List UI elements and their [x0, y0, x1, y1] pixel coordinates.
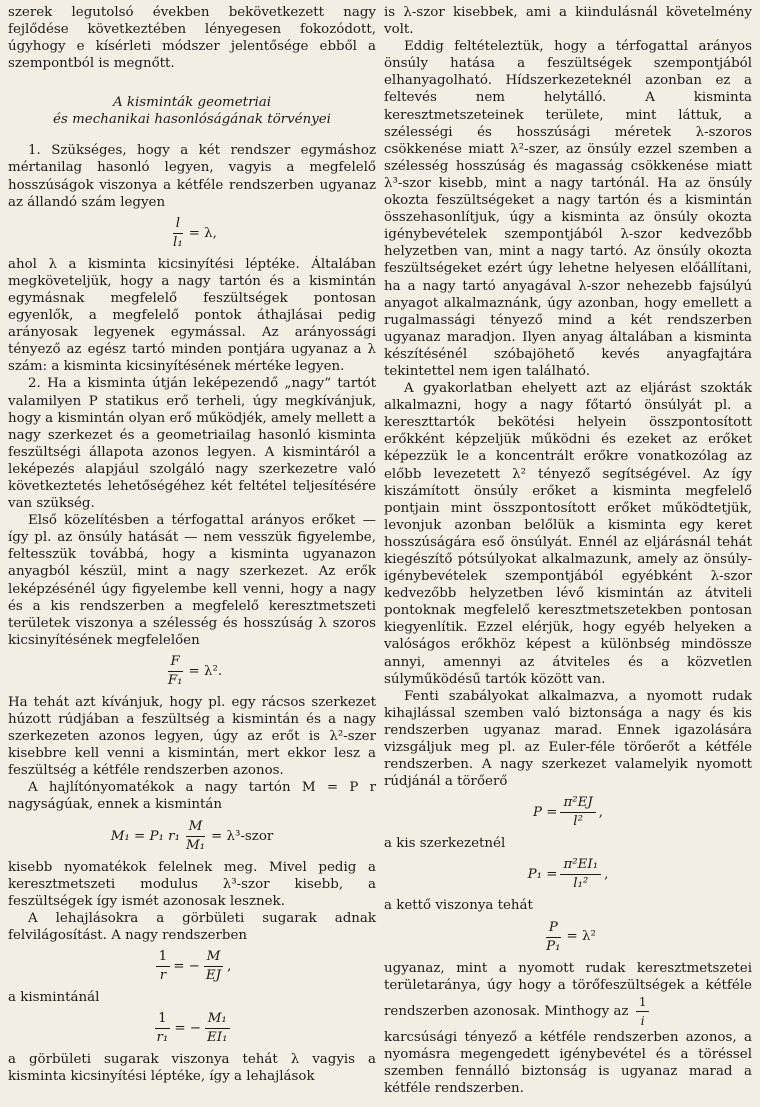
fraction-denominator: l²: [573, 814, 583, 830]
formula-tail: ,: [227, 958, 232, 974]
formula-force-ratio: [384, 920, 752, 955]
formula-euler-large: [384, 795, 752, 830]
left-paragraph-6: A hajlítónyomatékok a nagy tartón M = P r nagyságúak, ennek a kismintán: [8, 780, 376, 813]
left-paragraph-1: 1. Szükséges, hogy a két rendszer egymáshoz mértanilag hasonló legyen, vagyis a megfelelő hosszúságok viszonya a kétféle rendszerben ugyanaz az állandó szám legyen: [8, 143, 376, 210]
formula-equals: = −: [173, 958, 200, 974]
fraction-numerator: π²EJ: [560, 795, 595, 813]
formula-tail: ,: [598, 805, 604, 821]
slenderness-fraction: [636, 994, 650, 1029]
formula-lhs: P₁ =: [527, 867, 558, 883]
fraction-numerator: 1: [636, 994, 650, 1012]
heading-line-2: és mechanikai hasonlóságának törvényei: [53, 112, 331, 128]
fraction-numerator: l: [173, 216, 183, 234]
left-column: [8, 4, 376, 1107]
fraction-denominator: EJ: [205, 968, 222, 984]
left-paragraph-10: a görbületi sugarak viszonya tehát λ vagyis a kisminta kicsinyítési léptéke, így a lehajlások: [8, 1052, 376, 1085]
formula-equals: = −: [174, 1021, 202, 1037]
right-paragraph-3: Fenti szabályokat alkalmazva, a nyomott rudak kihajlással szemben való biztonsága a nagy és kis rendszerben ugyanaz marad. Ennek igazolására vizsgáljuk meg pl. az Euler-féle törőerőt a kétféle rendszerben. A nagy szerkezet valamelyik nyomott rúdjánál a törőerő: [384, 688, 752, 790]
fraction-numerator: M: [186, 819, 206, 837]
left-paragraph-5: Ha tehát azt kívánjuk, hogy pl. egy rácsos szerkezet húzott rúdjában a feszültség a kismintán és a nagy szerkezeten azonos legyen, úgy az erőt is λ²-szer kisebbre kell venni a kismintán, mert ekkor lesz a feszültség a kétféle rendszerben azonos.: [8, 694, 376, 779]
fraction: [170, 216, 186, 251]
fraction: [154, 1011, 172, 1046]
formula-rhs: = λ².: [188, 663, 223, 679]
left-paragraph-7: kisebb nyomatékok felelnek meg. Mivel pedig a keresztmetszeti modulus λ³-szor kisebb, a feszültségek így ismét azonosak lesznek.: [8, 859, 376, 909]
fraction-denominator: r₁: [156, 1030, 169, 1046]
fraction-numerator: 1: [155, 1011, 170, 1029]
right-paragraph-4: a kis szerkezetnél: [384, 836, 506, 852]
right-column: [384, 4, 752, 1107]
right-paragraph-7: karcsúsági tényező a kétféle rendszerben azonos, a nyomásra megengedett igénybevétel és a töréssel szemben fennálló biztonság is ugyanaz marad a kétféle rendszerben.: [384, 1029, 752, 1096]
formula-lhs: M₁ = P₁ r₁: [110, 828, 180, 844]
left-paragraph-4: Első közelítésben a térfogattal arányos erőket — így pl. az önsúly hatását — nem vesszük figyelembe, feltesszük továbbá, hogy a kisminta ugyanazon anyagból készül, mint a nagy szerkezet. Az erők leképzésénél úgy figyelembe kell venni, hogy a nagy és a kis rendszerben a megfelelő keresztmetszeti területek viszonya a szélesség és hosszúság λ szoros kicsinyítésének megfelelően: [8, 513, 376, 648]
formula-area-ratio: [8, 654, 376, 689]
fraction-denominator: r: [159, 968, 167, 984]
right-paragraph-0: is λ-szor kisebbek, ami a kiindulásnál követelmény volt.: [384, 5, 752, 38]
fraction: [203, 949, 224, 984]
right-paragraph-6: [384, 960, 752, 1029]
formula-scale-ratio: [8, 216, 376, 251]
right-paragraph-2: A gyakorlatban ehelyett azt az eljárást szokták alkalmazni, hogy a nagy főtartó önsúlyát pl. a kereszttartók bekötési helyein összpontosított erőkként képzeljük működni és ezeket az erőket képezzük le a koncentrált erőkre vonatkozólag az előbb levezetett λ² tényező segítségével. Az így kiszámított önsúly erőket a kisminta megfelelő pontjain mint összpontosított erőket működtetjük, levonjuk azonban belőlük a kisminta egy keret hosszúságára eső önsúlyát. Ennél az eljárásnál tehát kiegészítő pótsúlyokat alkalmazunk, amely az önsúly-igénybevételek szempontjából egyébként λ-szor kedvezőbb helyzetben lévő kismintán az átviteli pontoknak megfelelő keresztmetszetekben pontosan kiegyenlítik. Ezzel elérjük, hogy egyéb helyeken a valóságos erőkhöz képest a különbség mindössze annyi, amennyi az átviteles és a közvetlen súlyműködésű tartók között van.: [384, 381, 752, 687]
formula-tail: ,: [604, 867, 609, 883]
fraction: [156, 949, 171, 984]
fraction-numerator: 1: [156, 949, 171, 967]
fraction-denominator: F₁: [167, 672, 183, 688]
fraction-denominator: l₁²: [573, 876, 589, 892]
fraction-denominator: EI₁: [207, 1030, 228, 1046]
fraction: [204, 1011, 230, 1046]
left-paragraph-9: a kismintánál: [8, 990, 100, 1006]
fraction: [165, 654, 186, 689]
formula-lhs: P =: [532, 805, 558, 821]
fraction-denominator: P₁: [546, 938, 561, 954]
formula-rhs: = λ,: [188, 225, 217, 241]
formula-rhs: = λ²: [566, 929, 596, 945]
formula-curvature-small: [8, 1011, 376, 1046]
left-paragraph-8: A lehajlásokra a görbületi sugarak adnak felvilágosítást. A nagy rendszerben: [8, 910, 376, 943]
right-paragraph-1: Eddig feltételeztük, hogy a térfogattal arányos önsúly hatása a feszültségek szempontjából elhanyagolható. Hídszerkezeteknél azonban ez a feltevés nem helytálló. A kisminta keresztmetszeteinek területe, mint láttuk, a szélességi és hosszúsági méretek λ-szoros csökkenése miatt λ²-szer, az önsúly ezzel szemben a szélesség hosszúság és magasság csökkenése miatt λ³-szor kisebb, mint a nagy tartónál. Ha az önsúly okozta feszültségeket a nagy tartón és a kismintán összehasonlítjuk, úgy a kisminta az önsúly okozta igénybevételek szempontjából λ-szor kedvezőbb helyzetben van, mint a nagy tartó. Az önsúly okozta feszültségeket ezért úgy lehetne helyesen előállítani, ha a nagy tartó anyagával λ-szor nehezebb fajsúlyú anyagot alkalmaznánk, úgy azonban, hogy emellett a rugalmassági tényező mind a két rendszerben ugyanaz maradjon. Ilyen anyag általában a kisminta készítésénél szóbajöhető kevés anyagfajtára tekintettel nem igen található.: [384, 39, 752, 379]
fraction-denominator: M₁: [185, 837, 206, 853]
right-paragraph-5: a kettő viszonya tehát: [384, 898, 533, 914]
heading-line-1: A kisminták geometriai: [112, 95, 272, 111]
right-paragraph-6-text: ugyanaz, mint a nyomott rudak keresztmetszetei területaránya, úgy hogy a törőfeszültségek a kétféle rendszerben azonosak. Minthogy az: [384, 960, 752, 1019]
left-paragraph-3: 2. Ha a kisminta útján leképezendő „nagy“ tartót valamilyen P statikus erő terheli, úgy megkívánjuk, hogy a kismintán olyan erő működjék, amely mellett a nagy szerkezet és a geometriailag hasonló kisminta feszültségi állapota azonos legyen. A kismintáról a leképezés alapjául szolgáló nagy szerkezetre való következtetés lehetőségéhez két feltétel teljesítésére van szükség.: [8, 376, 376, 512]
fraction-numerator: F: [168, 654, 183, 672]
fraction-denominator: i: [640, 1013, 645, 1028]
section-heading: [8, 94, 376, 128]
formula-rhs: = λ³-szor: [211, 828, 274, 844]
fraction: [183, 819, 208, 854]
fraction-numerator: M: [204, 949, 224, 967]
fraction-numerator: P: [546, 920, 561, 938]
left-paragraph-0: szerek legutolsó években bekövetkezett nagy fejlődése következtében lényegesen fokozódott, úgyhogy e kísérleti módszer jelentősége ebből a szempontból is megnőtt.: [8, 5, 376, 72]
formula-moment-ratio: [8, 819, 376, 854]
fraction: [560, 857, 601, 892]
fraction-denominator: l₁: [173, 234, 183, 250]
formula-curvature-large: [8, 949, 376, 984]
left-paragraph-2: ahol λ a kisminta kicsinyítési léptéke. Általában megköveteljük, hogy a nagy tartón és a kismintán egymásnak megfelelő feszültségek pontosan egyenlők, a megfelelő pontok áthajlásai pedig arányosak legyenek egymással. Az arányossági tényező az egész tartó minden pontjára ugyanaz a λ szám: a kisminta kicsinyítésének mértéke legyen.: [8, 256, 376, 375]
fraction-numerator: M₁: [205, 1011, 230, 1029]
fraction: [560, 795, 595, 830]
fraction-numerator: π²EI₁: [560, 857, 601, 875]
fraction: [543, 920, 563, 955]
formula-euler-small: [384, 857, 752, 892]
